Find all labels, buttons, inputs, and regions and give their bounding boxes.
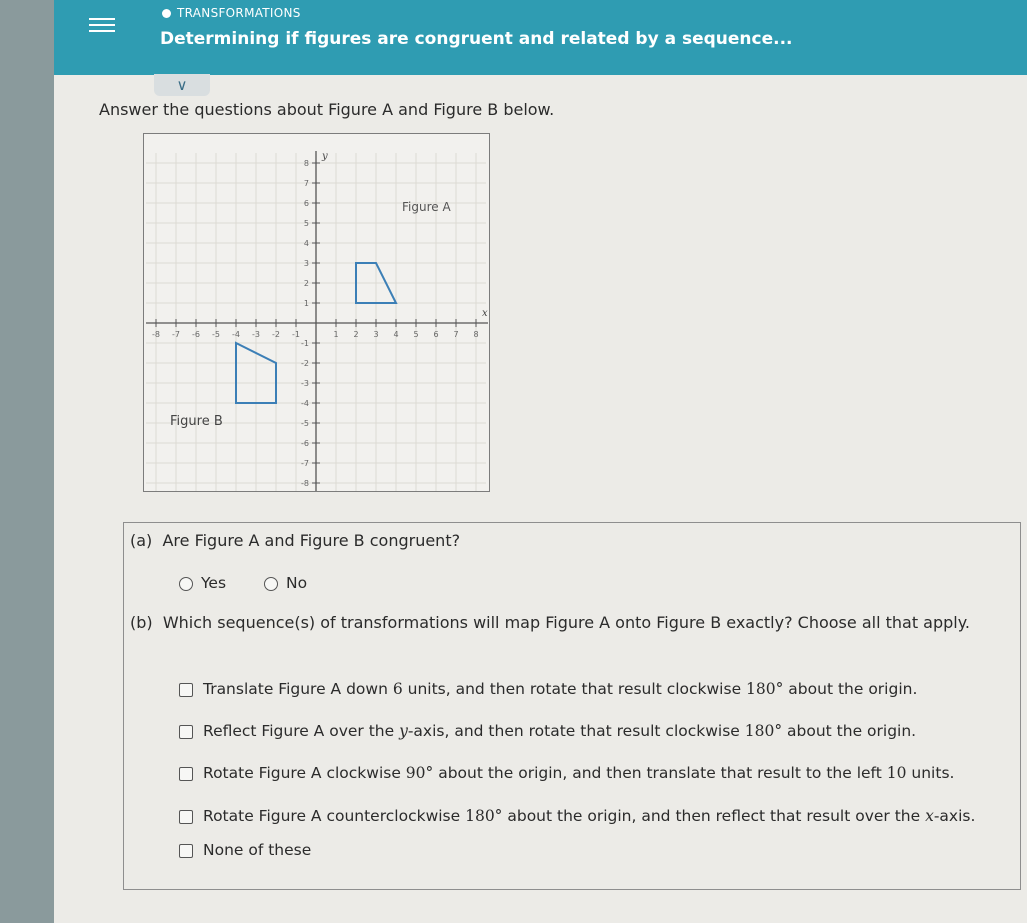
y-tick-label: 3	[303, 259, 309, 268]
figure-b-label: Figure B	[170, 414, 223, 429]
part-a-question	[130, 531, 460, 550]
checkbox-5-box[interactable]	[179, 844, 193, 858]
opt5-text: None of these	[203, 841, 312, 859]
opt3-n2: 10	[886, 764, 907, 782]
x-tick-label: -3	[252, 330, 260, 339]
x-tick-label: -5	[212, 330, 220, 339]
opt1-n1: 6	[392, 680, 403, 698]
part-b-prefix: (b)	[130, 613, 153, 632]
checkbox-1-box[interactable]	[179, 683, 193, 697]
opt3-n1: 90°	[405, 764, 434, 782]
checkbox-option-4[interactable]	[179, 807, 975, 825]
x-tick-label: 8	[473, 330, 479, 339]
x-tick-label: 2	[353, 330, 359, 339]
graph-svg	[144, 134, 489, 491]
x-axis-label: x	[482, 308, 488, 319]
y-tick-label: -8	[301, 479, 309, 488]
x-tick-label: 6	[433, 330, 439, 339]
y-tick-label: -6	[301, 439, 309, 448]
opt2-pre: Reflect Figure A over the	[203, 722, 400, 740]
opt1-pre: Translate Figure A down	[203, 680, 393, 698]
opt3-mid: about the origin, and then translate that result to the left	[433, 764, 887, 782]
opt1-n2: 180°	[746, 680, 784, 698]
checkbox-2-box[interactable]	[179, 725, 193, 739]
y-tick-label: -2	[301, 359, 309, 368]
question-panel	[123, 522, 1021, 890]
radio-yes-label: Yes	[201, 574, 227, 592]
y-tick-label: 1	[303, 299, 309, 308]
opt3-pre: Rotate Figure A clockwise	[203, 764, 406, 782]
radio-yes-circle[interactable]	[179, 577, 193, 591]
opt1-mid: units, and then rotate that result clockwise	[402, 680, 747, 698]
opt2-mid: -axis, and then rotate that result clockwise	[407, 722, 745, 740]
y-tick-label: 5	[303, 219, 309, 228]
content-area	[54, 75, 1027, 923]
radio-no-circle[interactable]	[264, 577, 278, 591]
part-a-prefix: (a)	[130, 531, 153, 550]
part-b-question	[130, 613, 970, 632]
y-tick-label: -1	[301, 339, 309, 348]
checkbox-4-box[interactable]	[179, 810, 193, 824]
opt4-n1: 180°	[465, 807, 503, 825]
opt4-pre: Rotate Figure A counterclockwise	[203, 807, 466, 825]
opt4-post: -axis.	[933, 807, 976, 825]
y-tick-label: -3	[301, 379, 309, 388]
x-tick-label: -2	[272, 330, 280, 339]
header	[54, 0, 1027, 75]
part-a-text: Are Figure A and Figure B congruent?	[162, 531, 461, 550]
x-tick-label: -7	[172, 330, 180, 339]
page-title: Determining if figures are congruent and related by a sequence...	[160, 29, 793, 49]
checkbox-option-1[interactable]	[179, 680, 917, 698]
opt1-post: about the origin.	[783, 680, 918, 698]
x-tick-label: -6	[192, 330, 200, 339]
checkbox-option-2[interactable]	[179, 722, 916, 740]
radio-yes[interactable]	[179, 574, 226, 592]
y-tick-label: 4	[303, 239, 309, 248]
radio-no-label: No	[286, 574, 308, 592]
figure-a-label: Figure A	[402, 200, 451, 214]
checkbox-option-5[interactable]	[179, 841, 311, 859]
opt4-mid: about the origin, and then reflect that result over the	[502, 807, 926, 825]
y-tick-label: -5	[301, 419, 309, 428]
y-tick-label: 8	[303, 159, 309, 168]
part-b-text: Which sequence(s) of transformations will map Figure A onto Figure B exactly? Choose all that apply.	[162, 613, 971, 632]
topic-dot-icon	[162, 9, 171, 18]
instructions: Answer the questions about Figure A and Figure B below.	[99, 100, 555, 119]
opt2-n2: 180°	[744, 722, 783, 740]
y-tick-label: -4	[301, 399, 309, 408]
x-tick-label: 1	[333, 330, 339, 339]
topic-text: TRANSFORMATIONS	[177, 6, 301, 20]
opt4-var: x	[925, 807, 934, 825]
x-tick-label: 5	[413, 330, 419, 339]
x-tick-label: 3	[373, 330, 379, 339]
menu-icon[interactable]	[89, 14, 115, 34]
x-tick-label: -8	[152, 330, 160, 339]
x-tick-label: 4	[393, 330, 399, 339]
left-rail	[0, 0, 54, 923]
opt3-post: units.	[906, 764, 955, 782]
collapse-chevron-icon[interactable]: ∨	[154, 74, 210, 96]
y-tick-label: -7	[301, 459, 309, 468]
opt2-post: about the origin.	[782, 722, 917, 740]
y-tick-label: 2	[303, 279, 309, 288]
checkbox-option-3[interactable]	[179, 764, 954, 782]
opt2-var: y	[399, 722, 408, 740]
x-tick-label: -1	[292, 330, 300, 339]
coordinate-graph	[143, 133, 490, 492]
radio-no[interactable]	[264, 574, 307, 592]
x-tick-label: 7	[453, 330, 459, 339]
y-axis-label: y	[322, 151, 328, 162]
topic-label	[162, 6, 301, 20]
x-tick-label: -4	[232, 330, 240, 339]
y-tick-label: 7	[303, 179, 309, 188]
checkbox-3-box[interactable]	[179, 767, 193, 781]
y-tick-label: 6	[303, 199, 309, 208]
